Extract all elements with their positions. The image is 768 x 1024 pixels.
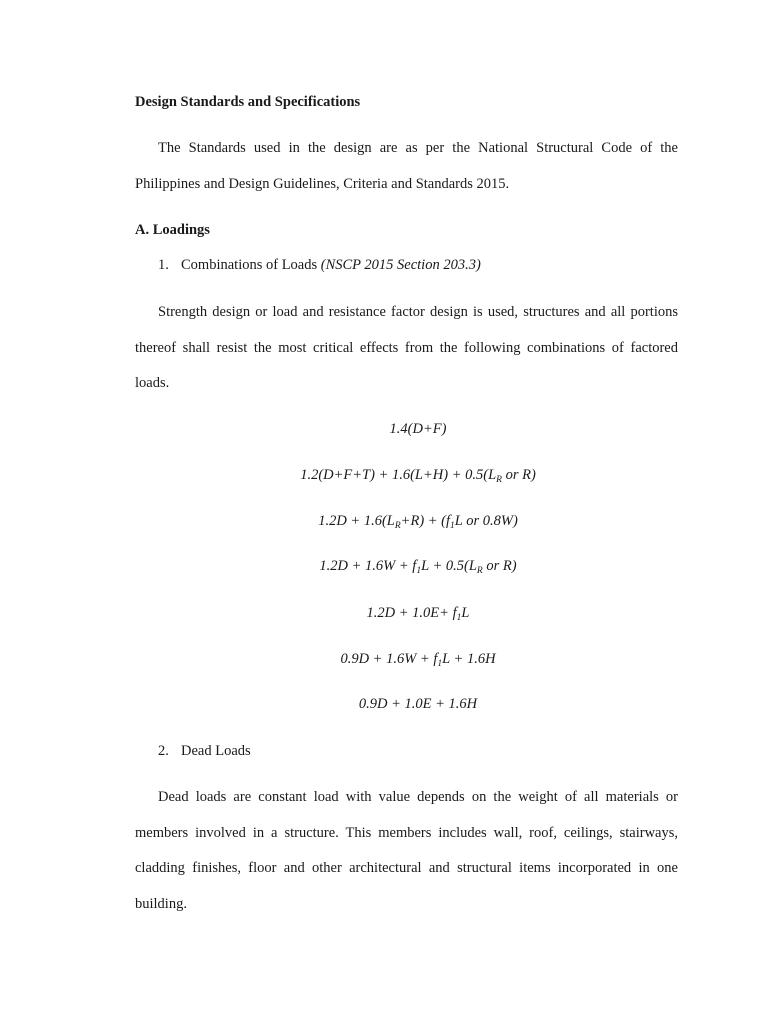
load-combination-7: 0.9D + 1.0E + 1.6H (358, 696, 478, 712)
eq-text: L + 0.5(L (421, 558, 477, 574)
list-item-dead-loads (158, 742, 678, 760)
list-number: 2. (158, 743, 169, 759)
eq-text: L (461, 605, 470, 621)
list-number: 1. (158, 257, 169, 273)
code-reference: (NSCP 2015 Section 203.3) (320, 257, 481, 273)
strength-line-1: Strength design or load and resistance factor design is used, structures and all portions (158, 304, 678, 320)
subsection-heading-loadings: A. Loadings (135, 222, 210, 238)
intro-line-1: The Standards used in the design are as per the National Structural Code of the (158, 140, 678, 156)
eq-text: 1.2D + 1.6(L (318, 513, 395, 529)
eq-text: 1.2D + 1.0E+ f (366, 605, 457, 621)
dead-line-2: members involved in a structure. This members includes wall, roof, ceilings, stairways, (135, 825, 678, 841)
load-combination-4 (0, 557, 768, 580)
list-item-label: Combinations of Loads (181, 257, 318, 273)
eq-text: L or 0.8W) (454, 513, 518, 529)
eq-text: L + 1.6H (442, 651, 496, 667)
eq-text: or R) (501, 467, 536, 483)
eq-text: 1.2D + 1.6W + f (319, 558, 417, 574)
eq-subscript: R (496, 475, 502, 485)
eq-text: or R) (482, 558, 517, 574)
eq-subscript: 1 (416, 566, 422, 576)
eq-text: +R) + (f (400, 513, 451, 529)
strength-line-2: thereof shall resist the most critical effects from the following combinations of factored (135, 340, 678, 356)
intro-line-2: Philippines and Design Guidelines, Criteria and Standards 2015. (135, 176, 510, 192)
eq-subscript: R (476, 566, 483, 576)
eq-text: 0.9D + 1.6W + f (340, 651, 438, 667)
list-item-label: Dead Loads (181, 743, 251, 759)
dead-line-4: building. (135, 896, 187, 912)
eq-subscript: R (394, 521, 401, 531)
dead-line-1: Dead loads are constant load with value depends on the weight of all materials or (158, 789, 678, 805)
section-heading: Design Standards and Specifications (135, 94, 361, 110)
strength-line-3: loads. (135, 375, 170, 391)
list-item-combinations (158, 256, 678, 274)
dead-line-3: cladding finishes, floor and other architectural and structural items incorporated in one (135, 860, 678, 876)
load-combination-5 (0, 604, 768, 627)
load-combination-3 (0, 512, 768, 535)
load-combination-2 (0, 466, 768, 489)
eq-text: 1.2(D+F+T) + 1.6(L+H) + 0.5(L (300, 467, 497, 483)
eq-subscript: 1 (456, 613, 462, 623)
load-combination-6 (0, 650, 768, 673)
eq-subscript: 1 (437, 659, 443, 669)
eq-subscript: 1 (450, 521, 455, 531)
load-combination-1: 1.4(D+F) (389, 421, 447, 437)
